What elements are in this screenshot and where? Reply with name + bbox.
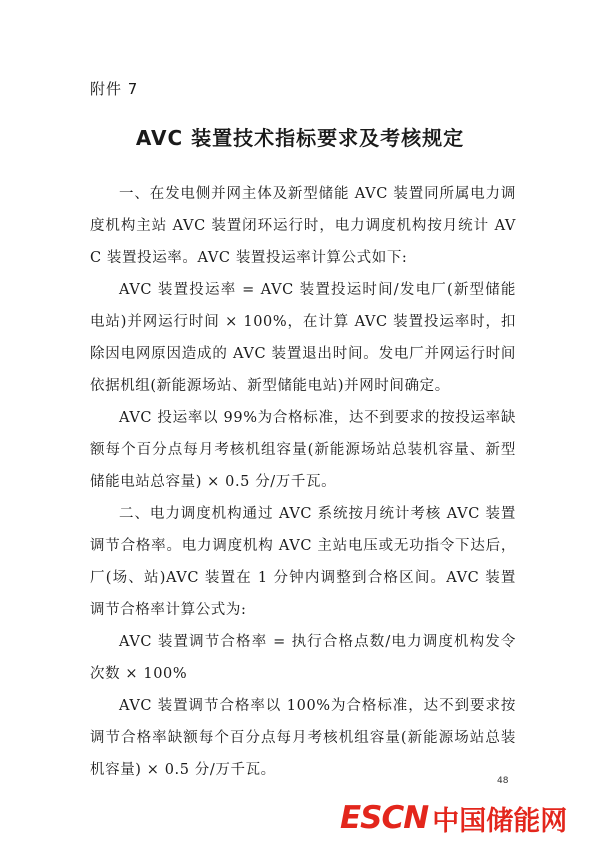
paragraph-1: 一、在发电侧并网主体及新型储能 AVC 装置同所属电力调度机构主站 AVC 装置闭环运行时，电力调度机构按月统计 AVC 装置投运率。AVC 装置投运率计算公式如下:	[90, 186, 516, 266]
watermark-latin-text: ESCN	[340, 800, 429, 836]
document-body	[90, 178, 516, 786]
page-number: 48	[497, 776, 509, 786]
paragraph-5: AVC 装置调节合格率 = 执行合格点数/电力调度机构发令次数 × 100%	[90, 634, 516, 682]
watermark-cjk-text: 中国储能网	[432, 805, 568, 837]
paragraph-3: AVC 投运率以 99%为合格标准，达不到要求的按投运率缺额每个百分点每月考核机组容量(新能源场站总装机容量、新型储能电站总容量) × 0.5 分/万千瓦。	[90, 410, 516, 490]
paragraph-2: AVC 装置投运率 = AVC 装置投运时间/发电厂(新型储能电站)并网运行时间 × 100%，在计算 AVC 装置投运率时，扣除因电网原因造成的 AVC 装置退出时间。发电厂并网运行时间依据机组(新能源场站、新型储能电站)并网时间确定。	[90, 282, 516, 394]
escn-watermark-logo	[340, 796, 590, 840]
paragraph-4: 二、电力调度机构通过 AVC 系统按月统计考核 AVC 装置调节合格率。电力调度机构 AVC 主站电压或无功指令下达后，厂(场、站)AVC 装置在 1 分钟内调整到合格区间。AVC 装置调节合格率计算公式为:	[90, 506, 516, 618]
paragraph-6: AVC 装置调节合格率以 100%为合格标准，达不到要求按调节合格率缺额每个百分点每月考核机组容量(新能源场站总装机容量) × 0.5 分/万千瓦。	[90, 698, 516, 778]
attachment-label: 附件 7	[90, 80, 139, 98]
document-title: AVC 装置技术指标要求及考核规定	[135, 126, 465, 150]
